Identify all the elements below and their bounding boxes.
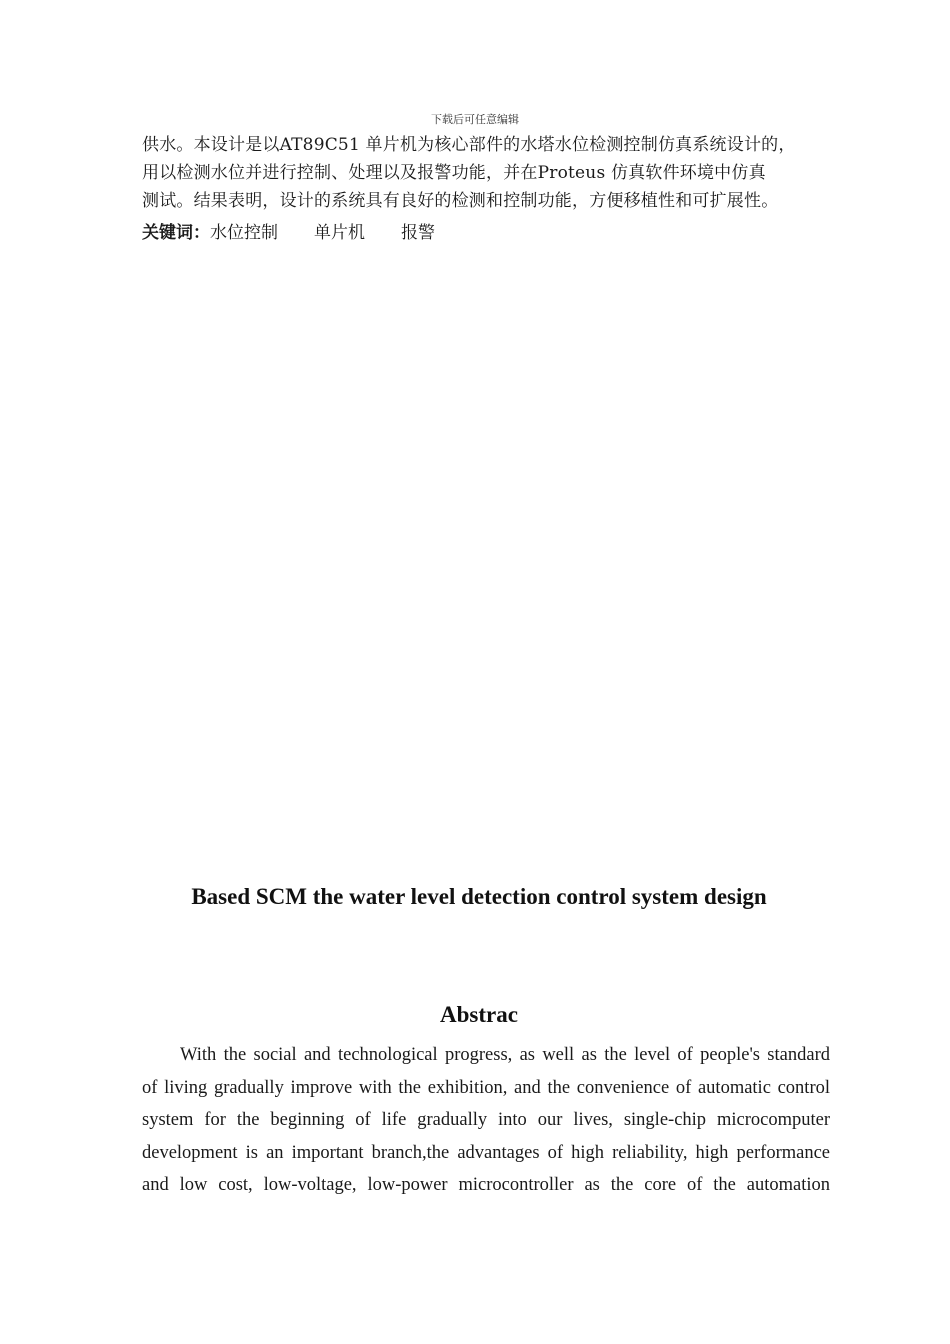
abstract-line: and low cost, low-voltage, low-power microcontroller as the core of the automation bbox=[142, 1175, 830, 1196]
keyword: 水位控制 bbox=[210, 223, 278, 243]
abstract-heading: Abstrac bbox=[440, 1002, 518, 1027]
keywords-row bbox=[142, 219, 842, 247]
abstract-line: development is an important branch,the advantages of high reliability, high performance bbox=[142, 1142, 830, 1163]
english-title: Based SCM the water level detection control system design bbox=[191, 884, 767, 909]
keyword: 单片机 bbox=[314, 223, 365, 243]
abstract-line: of living gradually improve with the exhibition, and the convenience of automatic control bbox=[142, 1077, 830, 1098]
abstract-line: system for the beginning of life gradually into our lives, single-chip microcomputer bbox=[142, 1110, 830, 1131]
chinese-abstract-line: 供水。本设计是以AT89C51 单片机为核心部件的水塔水位检测控制仿真系统设计的， bbox=[142, 135, 796, 155]
keywords-label: 关键词： bbox=[142, 223, 210, 243]
abstract-line: With the social and technological progress, as well as the level of people's standard bbox=[180, 1045, 830, 1065]
keyword: 报警 bbox=[401, 223, 435, 243]
chinese-abstract-line: 测试。结果表明，设计的系统具有良好的检测和控制功能，方便移植性和可扩展性。 bbox=[142, 191, 779, 211]
abstract-body bbox=[142, 1039, 830, 1202]
chinese-abstract-line: 用以检测水位并进行控制、处理以及报警功能，并在Proteus 仿真软件环境中仿真 bbox=[142, 163, 766, 183]
page-header-note: 下载后可任意编辑 bbox=[431, 113, 519, 126]
chinese-abstract bbox=[142, 131, 842, 247]
